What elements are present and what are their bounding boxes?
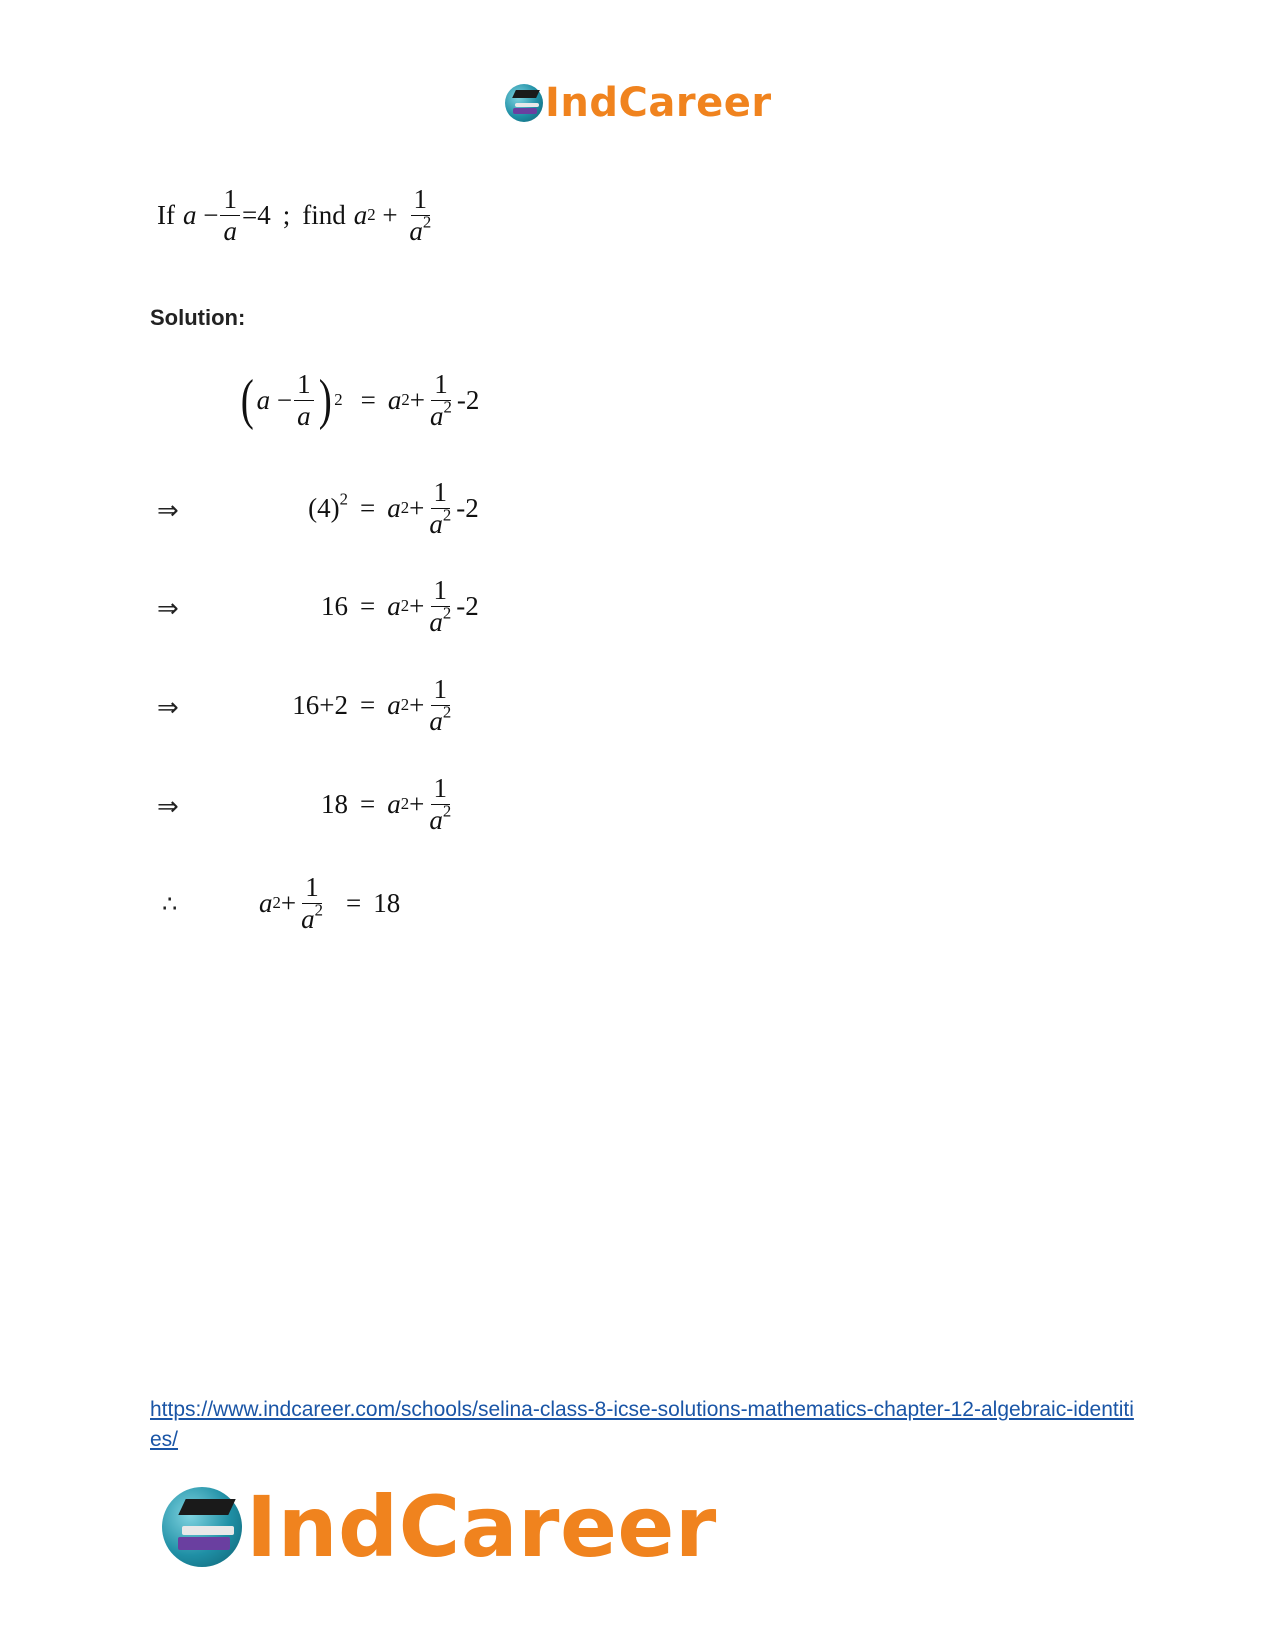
condition-value: 4	[257, 199, 271, 230]
footer-logo	[162, 1478, 717, 1576]
step-2: $(4)^2$ = a 2 + $\frac{1}{a^2}$ -2	[308, 477, 479, 540]
question-equation: If a − $\frac{1}{a}$ = 4 ; find a 2 + $\frac{1}{a^2}$	[157, 185, 436, 246]
graduation-cap-icon	[162, 1487, 242, 1567]
implies-icon: ⇒	[157, 792, 179, 822]
find-word: find	[302, 199, 346, 230]
implies-icon: ⇒	[157, 496, 179, 526]
fraction: $\frac{1}{a}$	[220, 185, 240, 246]
step-3: 16 = a 2 + $\frac{1}{a^2}$ -2	[321, 575, 479, 638]
step-1: ( a − $\frac{1}{a}$ ) 2 = a 2 + $\frac{1}{a^2}$ -2	[240, 369, 480, 432]
header-logo	[505, 80, 772, 126]
fraction: $\frac{1}{a^2}$	[409, 184, 432, 247]
footer-logo-text: IndCareer	[246, 1478, 717, 1576]
solution-label: Solution:	[150, 305, 246, 330]
final-result: a 2 + $\frac{1}{a^2}$ = 18	[259, 872, 401, 935]
step-5: 18 = a 2 + $\frac{1}{a^2}$	[321, 773, 452, 836]
header-logo-text: IndCareer	[545, 80, 772, 126]
implies-icon: ⇒	[157, 693, 179, 723]
step-4: 16+2 = a 2 + $\frac{1}{a^2}$	[292, 674, 452, 737]
source-link[interactable]: https://www.indcareer.com/schools/selina-class-8-icse-solutions-mathematics-chapter-12-algebraic-identities/	[150, 1398, 1134, 1451]
separator: ;	[282, 199, 291, 230]
implies-icon: ⇒	[157, 594, 179, 624]
question-prefix: If	[157, 199, 175, 230]
graduation-cap-icon	[505, 84, 543, 122]
therefore-icon: ∴	[162, 890, 178, 918]
